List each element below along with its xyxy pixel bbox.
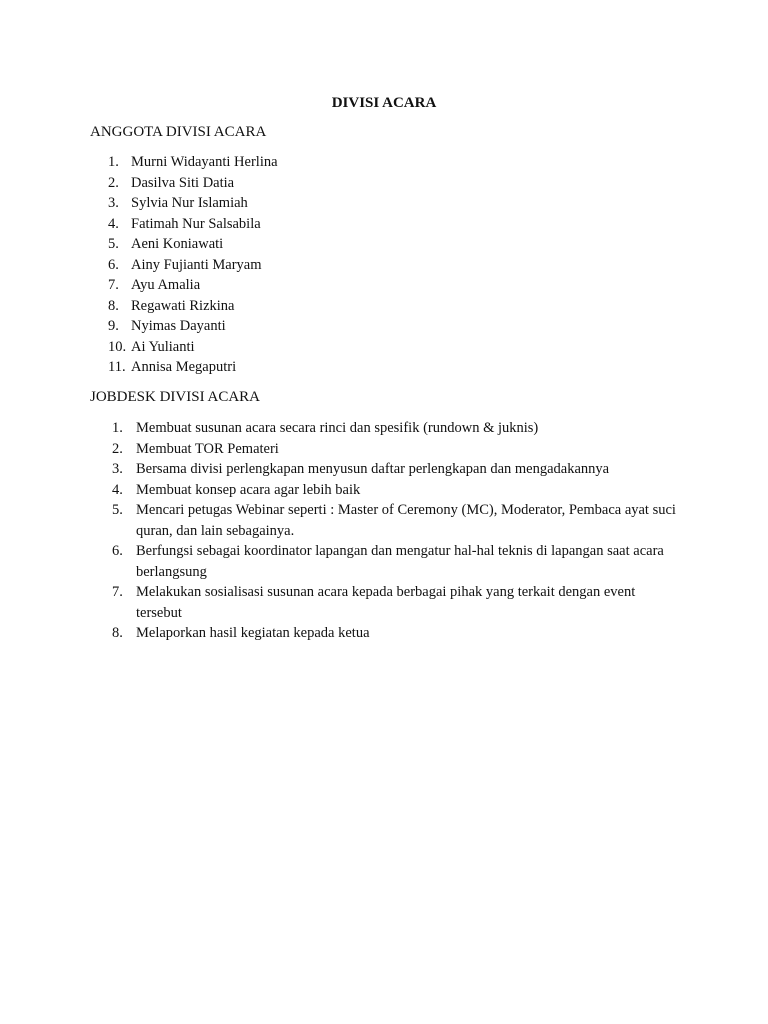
job-item <box>90 459 680 480</box>
member-name: Fatimah Nur Salsabila <box>131 215 261 232</box>
members-list <box>90 153 278 379</box>
member-item <box>90 215 278 236</box>
member-number: 10. <box>108 338 127 355</box>
member-name: Ainy Fujianti Maryam <box>131 256 262 273</box>
member-name: Nyimas Dayanti <box>131 318 226 334</box>
member-number: 9. <box>108 318 119 334</box>
job-number: 7. <box>112 584 123 600</box>
job-item <box>90 541 680 582</box>
job-number: 2. <box>112 440 123 457</box>
job-item <box>90 500 680 541</box>
member-item <box>90 174 278 195</box>
member-item <box>90 297 278 318</box>
job-item <box>90 623 680 644</box>
job-text: Membuat TOR Pemateri <box>136 440 279 457</box>
jobs-heading: JOBDESK DIVISI ACARA <box>90 389 261 405</box>
member-name: Dasilva Siti Datia <box>131 174 235 191</box>
member-name: Murni Widayanti Herlina <box>131 154 278 170</box>
member-name: Regawati Rizkina <box>131 297 235 314</box>
job-text: Membuat konsep acara agar lebih baik <box>136 481 361 498</box>
job-item <box>90 439 680 460</box>
member-number: 6. <box>108 256 119 273</box>
member-item <box>90 276 278 297</box>
member-name: Ai Yulianti <box>131 338 195 355</box>
member-number: 2. <box>108 174 119 191</box>
job-text: Melakukan sosialisasi susunan acara kepada berbagai pihak yang terkait dengan event tersebut <box>136 584 636 621</box>
job-text: Membuat susunan acara secara rinci dan spesifik (rundown & juknis) <box>136 420 539 436</box>
member-item <box>90 256 278 277</box>
job-number: 4. <box>112 481 123 498</box>
member-item <box>90 194 278 215</box>
member-number: 3. <box>108 195 119 211</box>
member-number: 11. <box>108 359 126 375</box>
job-item <box>90 480 680 501</box>
job-text: Berfungsi sebagai koordinator lapangan dan mengatur hal-hal teknis di lapangan saat acara berlangsung <box>136 543 664 580</box>
document-title: DIVISI ACARA <box>331 95 437 111</box>
member-number: 4. <box>108 215 119 232</box>
job-text: Bersama divisi perlengkapan menyusun daftar perlengkapan dan mengadakannya <box>136 461 610 477</box>
member-name: Sylvia Nur Islamiah <box>131 195 248 211</box>
member-item <box>90 235 278 256</box>
member-item <box>90 153 278 174</box>
jobs-list <box>90 418 680 644</box>
member-number: 1. <box>108 154 119 170</box>
member-name: Annisa Megaputri <box>131 359 237 375</box>
job-number: 1. <box>112 420 123 436</box>
job-item <box>90 418 680 439</box>
member-item <box>90 358 278 379</box>
member-name: Aeni Koniawati <box>131 236 224 252</box>
member-item <box>90 317 278 338</box>
member-name: Ayu Amalia <box>131 277 201 293</box>
job-number: 3. <box>112 461 123 477</box>
member-number: 7. <box>108 277 119 293</box>
job-text: Melaporkan hasil kegiatan kepada ketua <box>136 625 370 641</box>
job-number: 6. <box>112 543 123 559</box>
member-number: 5. <box>108 236 119 252</box>
member-number: 8. <box>108 297 119 314</box>
members-heading: ANGGOTA DIVISI ACARA <box>90 124 267 140</box>
job-text: Mencari petugas Webinar seperti : Master of Ceremony (MC), Moderator, Pembaca ayat suci quran, dan lain sebagainya. <box>136 502 676 539</box>
job-number: 5. <box>112 502 123 518</box>
member-item <box>90 338 278 359</box>
job-number: 8. <box>112 625 123 641</box>
job-item <box>90 582 680 623</box>
